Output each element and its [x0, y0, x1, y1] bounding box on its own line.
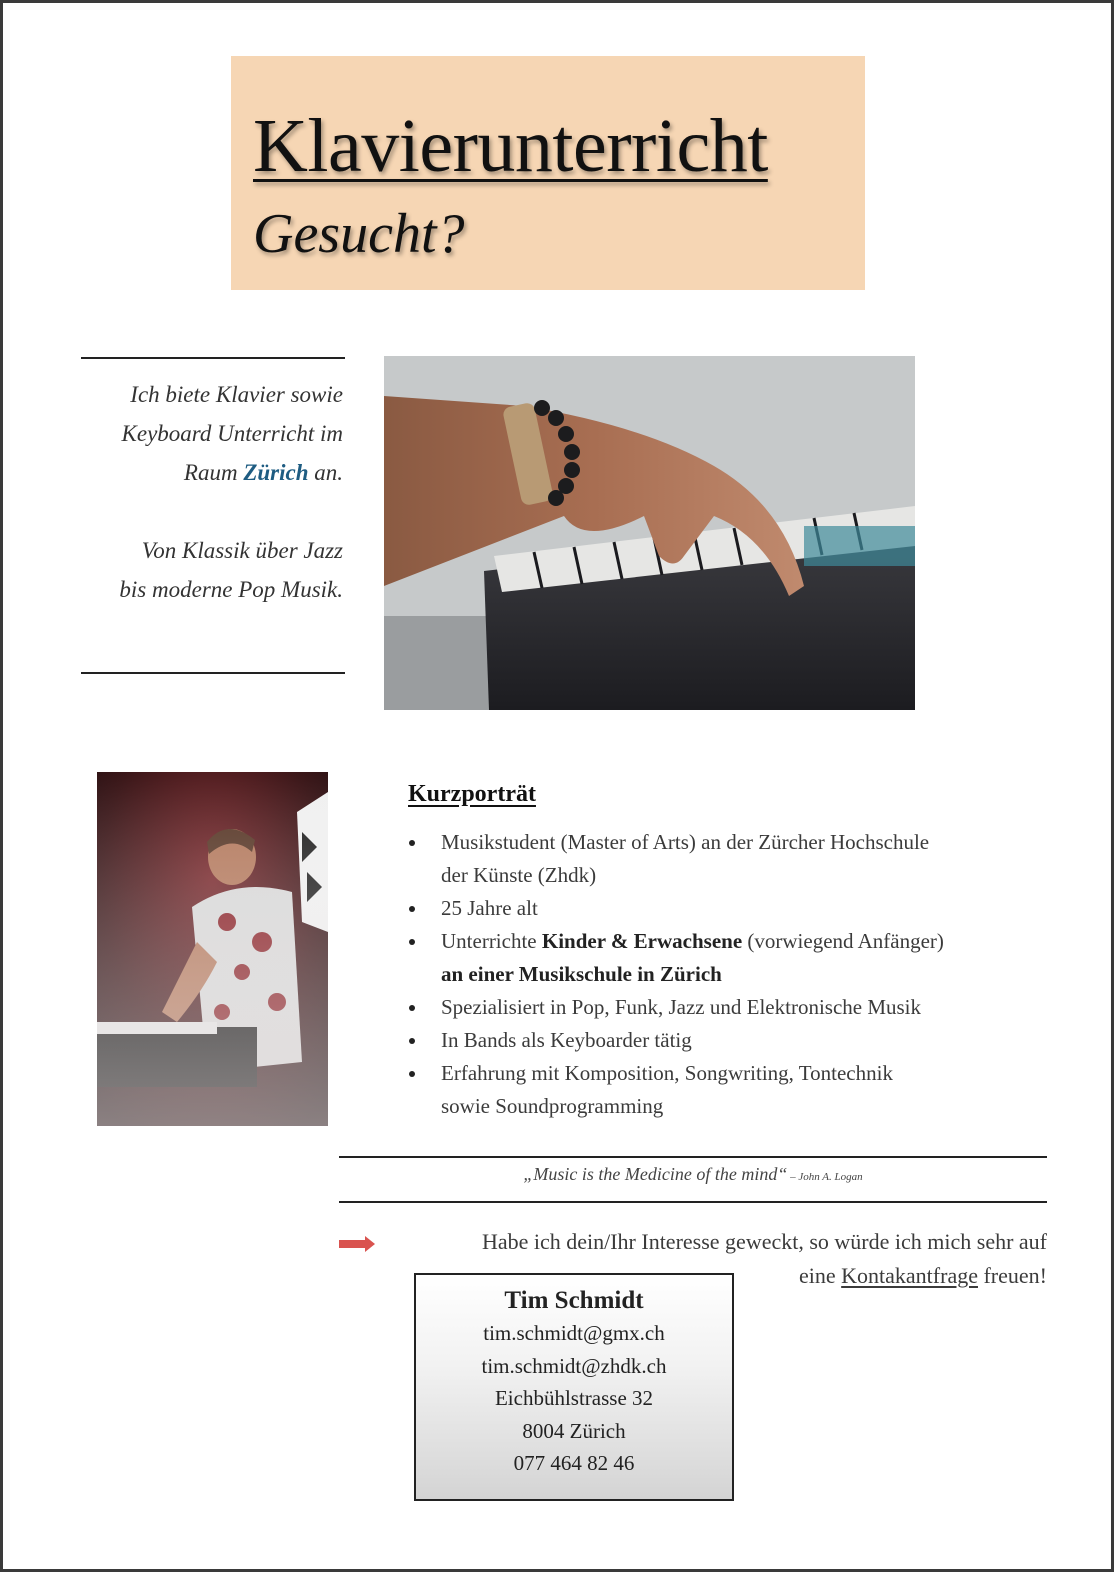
- quote-bottom-rule: [339, 1201, 1047, 1203]
- list-item: In Bands als Keyboarder tätig: [441, 1024, 1048, 1057]
- title-box: [231, 56, 865, 290]
- interest-text-fragment: eine: [799, 1263, 842, 1288]
- contact-email-gmx[interactable]: tim.schmidt@gmx.ch: [483, 1321, 665, 1345]
- quote-author: – John A. Logan: [787, 1171, 863, 1183]
- list-item: [441, 826, 1048, 892]
- offer-line: Ich biete Klavier sowie: [130, 382, 343, 407]
- interest-line: Habe ich dein/Ihr Interesse geweckt, so würde ich mich sehr auf: [481, 1229, 1047, 1254]
- contact-city: 8004 Zürich: [522, 1418, 626, 1443]
- page-title: Klavierunterricht: [253, 104, 768, 188]
- list-item-text: der Künste (Zhdk): [441, 863, 597, 887]
- list-item-text: Erfahrung mit Komposition, Songwriting, Tontechnik: [441, 1061, 893, 1085]
- performer-photo: [97, 772, 328, 1126]
- offer-line: bis moderne Pop Musik.: [119, 577, 343, 602]
- offer-top-rule: [81, 357, 345, 359]
- portrait-list: [408, 826, 1048, 1123]
- short-portrait: [408, 781, 1048, 1123]
- portrait-heading: Kurzporträt: [408, 781, 536, 807]
- keyboard-hand-photo: [384, 356, 915, 710]
- list-item-text: Unterrichte: [441, 929, 542, 953]
- offer-text-fragment: Raum: [183, 460, 244, 485]
- contact-name: Tim Schmidt: [504, 1287, 644, 1314]
- contact-box: [414, 1273, 734, 1501]
- page-subtitle: Gesucht?: [253, 203, 465, 265]
- contact-request-link[interactable]: Kontakantfrage: [841, 1263, 978, 1288]
- list-item-text: (vorwiegend Anfänger): [742, 929, 944, 953]
- list-item: 25 Jahre alt: [441, 892, 1048, 925]
- list-item: [441, 1057, 1048, 1123]
- quote: [339, 1164, 1047, 1185]
- offer-city: Zürich: [243, 460, 309, 485]
- quote-top-rule: [339, 1156, 1047, 1158]
- list-item-emphasis: Kinder & Erwachsene: [541, 929, 743, 953]
- offer-text: [81, 375, 343, 609]
- offer-line: Von Klassik über Jazz: [141, 538, 343, 563]
- contact-email-zhdk[interactable]: tim.schmidt@zhdk.ch: [481, 1353, 667, 1378]
- offer-text-fragment: an.: [308, 460, 343, 485]
- contact-street: Eichbühlstrasse 32: [494, 1386, 654, 1410]
- contact-phone[interactable]: 077 464 82 46: [513, 1451, 635, 1475]
- list-item-emphasis: an einer Musikschule in Zürich: [441, 962, 722, 986]
- list-item-text: sowie Soundprogramming: [441, 1094, 664, 1118]
- quote-text: „Music is the Medicine of the mind“: [523, 1164, 788, 1184]
- offer-line: Keyboard Unterricht im: [121, 421, 343, 446]
- list-item-text: Musikstudent (Master of Arts) an der Zürcher Hochschule: [441, 830, 930, 854]
- list-item: Spezialisiert in Pop, Funk, Jazz und Elektronische Musik: [441, 991, 1048, 1024]
- arrow-right-icon: [339, 1236, 375, 1257]
- interest-text-fragment: freuen!: [977, 1263, 1047, 1288]
- list-item: [441, 925, 1048, 991]
- offer-line: [81, 453, 343, 492]
- offer-bottom-rule: [81, 672, 345, 674]
